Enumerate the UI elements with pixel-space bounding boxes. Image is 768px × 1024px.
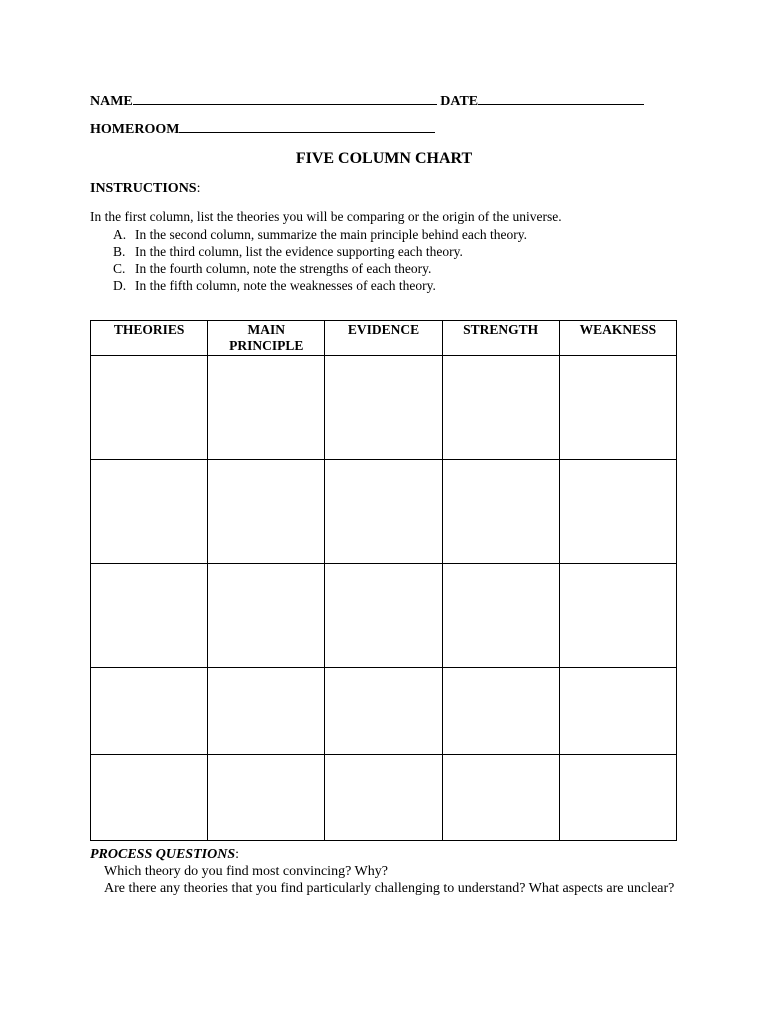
table-cell[interactable] bbox=[559, 460, 676, 564]
table-cell[interactable] bbox=[442, 755, 559, 841]
header-weakness: WEAKNESS bbox=[559, 321, 676, 356]
page-title: FIVE COLUMN CHART bbox=[295, 150, 473, 167]
instructions-colon: : bbox=[196, 181, 201, 196]
table-cell[interactable] bbox=[442, 668, 559, 755]
instructions-list bbox=[113, 226, 527, 294]
table-cell[interactable] bbox=[208, 356, 325, 460]
list-item-text: In the second column, summarize the main principle behind each theory. bbox=[135, 227, 527, 242]
date-blank[interactable] bbox=[478, 92, 644, 105]
table-cell[interactable] bbox=[325, 356, 442, 460]
table-cell[interactable] bbox=[208, 668, 325, 755]
table-cell[interactable] bbox=[91, 460, 208, 564]
process-questions-label: PROCESS QUESTIONS bbox=[90, 847, 236, 862]
header-evidence: EVIDENCE bbox=[325, 321, 442, 356]
question-2: Are there any theories that you find particularly challenging to understand? What aspects are unclear? bbox=[104, 881, 675, 896]
process-questions bbox=[90, 846, 680, 897]
table-row bbox=[91, 668, 677, 755]
list-item-letter: C. bbox=[113, 261, 126, 276]
date-label: DATE bbox=[440, 94, 479, 109]
table-cell[interactable] bbox=[559, 668, 676, 755]
table-cell[interactable] bbox=[442, 564, 559, 668]
list-item bbox=[113, 260, 527, 277]
table-cell[interactable] bbox=[442, 356, 559, 460]
instructions-intro: In the first column, list the theories you will be comparing or the origin of the universe. bbox=[90, 209, 562, 224]
list-item-letter: B. bbox=[113, 244, 126, 259]
table-cell[interactable] bbox=[325, 460, 442, 564]
table-cell[interactable] bbox=[208, 564, 325, 668]
chart-header-row bbox=[91, 321, 677, 356]
list-item-text: In the third column, list the evidence supporting each theory. bbox=[135, 244, 463, 259]
table-cell[interactable] bbox=[91, 668, 208, 755]
table-row bbox=[91, 755, 677, 841]
table-cell[interactable] bbox=[325, 668, 442, 755]
instructions-label: INSTRUCTIONS bbox=[90, 181, 197, 196]
table-cell[interactable] bbox=[208, 755, 325, 841]
table-cell[interactable] bbox=[91, 356, 208, 460]
table-cell[interactable] bbox=[325, 564, 442, 668]
list-item-letter: D. bbox=[113, 278, 127, 293]
instructions-heading bbox=[90, 181, 200, 197]
table-row bbox=[91, 356, 677, 460]
table-row bbox=[91, 564, 677, 668]
table-row bbox=[91, 460, 677, 564]
header-main-principle: MAIN PRINCIPLE bbox=[208, 321, 325, 356]
list-item bbox=[113, 226, 527, 243]
table-cell[interactable] bbox=[559, 356, 676, 460]
table-cell[interactable] bbox=[91, 755, 208, 841]
process-questions-colon: : bbox=[235, 847, 239, 862]
list-item bbox=[113, 277, 527, 294]
header-strength: STRENGTH bbox=[442, 321, 559, 356]
five-column-chart bbox=[90, 320, 677, 841]
homeroom-blank[interactable] bbox=[179, 120, 435, 133]
name-label: NAME bbox=[90, 94, 133, 109]
list-item-letter: A. bbox=[113, 227, 127, 242]
table-cell[interactable] bbox=[91, 564, 208, 668]
table-cell[interactable] bbox=[559, 755, 676, 841]
table-cell[interactable] bbox=[559, 564, 676, 668]
list-item-text: In the fourth column, note the strengths of each theory. bbox=[135, 261, 432, 276]
homeroom-row bbox=[90, 120, 435, 138]
process-questions-heading bbox=[90, 846, 680, 863]
question-1: Which theory do you find most convincing? Why? bbox=[104, 864, 388, 879]
table-cell[interactable] bbox=[208, 460, 325, 564]
header-theories: THEORIES bbox=[91, 321, 208, 356]
name-blank[interactable] bbox=[133, 92, 437, 105]
table-cell[interactable] bbox=[325, 755, 442, 841]
list-item-text: In the fifth column, note the weaknesses of each theory. bbox=[135, 278, 436, 293]
name-date-row bbox=[90, 92, 644, 110]
list-item bbox=[113, 243, 527, 260]
homeroom-label: HOMEROOM bbox=[90, 122, 180, 137]
table-cell[interactable] bbox=[442, 460, 559, 564]
